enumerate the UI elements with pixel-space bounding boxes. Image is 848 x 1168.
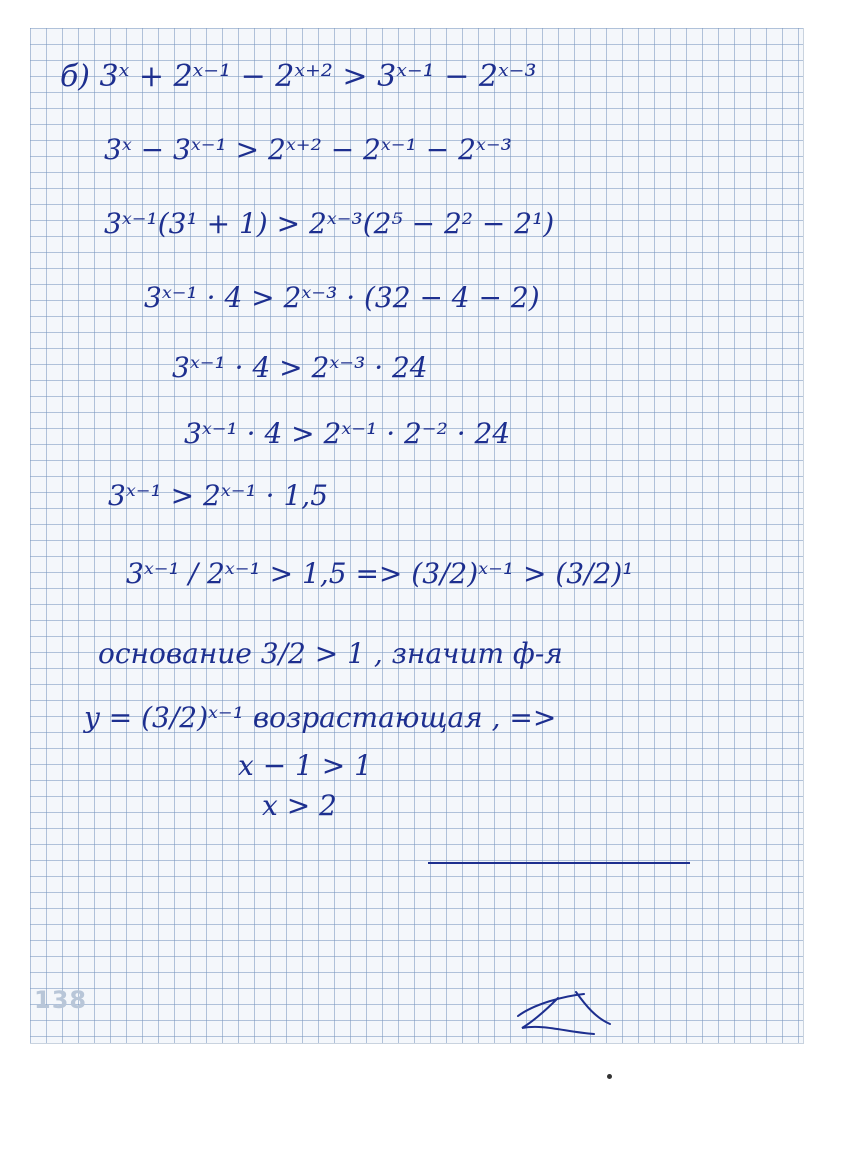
- line-10: y = (3/2)ˣ⁻¹ возрастающая , =>: [84, 701, 557, 734]
- line-9: основание 3/2 > 1 , значит ф-я: [98, 637, 563, 670]
- page-number: 138: [34, 986, 88, 1014]
- answer-underline: [428, 862, 690, 864]
- pen-scribble: [514, 988, 614, 1038]
- line-1: б) 3ˣ + 2ˣ⁻¹ − 2ˣ⁺² > 3ˣ⁻¹ − 2ˣ⁻³: [60, 59, 537, 94]
- line-7: 3ˣ⁻¹ > 2ˣ⁻¹ · 1,5: [108, 479, 329, 512]
- line-6: 3ˣ⁻¹ · 4 > 2ˣ⁻¹ · 2⁻² · 24: [184, 417, 511, 450]
- line-5: 3ˣ⁻¹ · 4 > 2ˣ⁻³ · 24: [172, 351, 428, 384]
- line-4: 3ˣ⁻¹ · 4 > 2ˣ⁻³ · (32 − 4 − 2): [144, 281, 540, 314]
- line-11: x − 1 > 1: [238, 749, 372, 782]
- line-2: 3ˣ − 3ˣ⁻¹ > 2ˣ⁺² − 2ˣ⁻¹ − 2ˣ⁻³: [104, 133, 512, 166]
- line-3: 3ˣ⁻¹(3¹ + 1) > 2ˣ⁻³(2⁵ − 2² − 2¹): [104, 207, 555, 240]
- line-8: 3ˣ⁻¹ / 2ˣ⁻¹ > 1,5 => (3/2)ˣ⁻¹ > (3/2)¹: [126, 557, 634, 590]
- graph-paper-grid: [30, 28, 804, 1044]
- ink-dot: [607, 1074, 612, 1079]
- line-12: x > 2: [262, 789, 337, 822]
